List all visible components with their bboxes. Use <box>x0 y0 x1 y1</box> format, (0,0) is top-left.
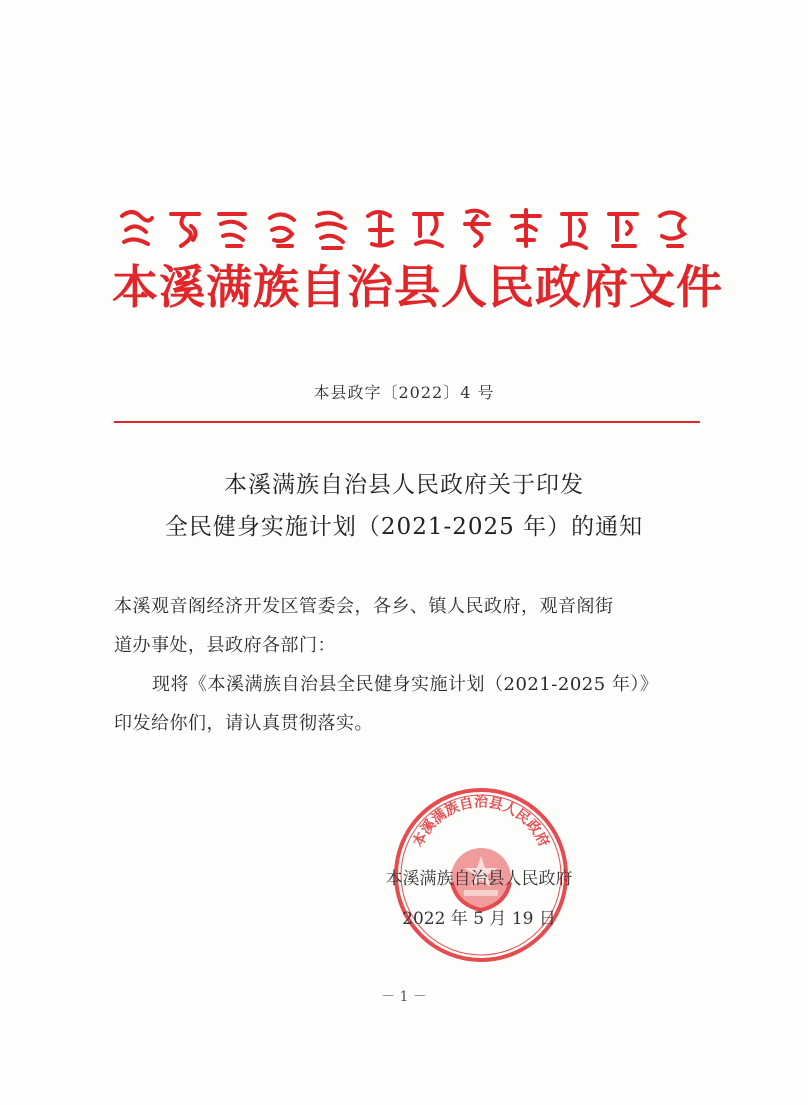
document-header-title: 本溪满族自治县人民政府文件 <box>112 260 723 314</box>
seal-text: 本溪满族自治县人民政府 <box>410 794 552 850</box>
body-line-2: 印发给你们，请认真贯彻落实。 <box>114 713 373 734</box>
issue-date: 2022 年 5 月 19 日 <box>402 909 556 929</box>
document-number: 本县政字〔2022〕4 号 <box>313 383 495 402</box>
manchu-glyph <box>410 206 446 250</box>
notice-title-line-2: 全民健身实施计划（2021-2025 年）的通知 <box>164 514 644 540</box>
manchu-glyph <box>264 206 300 250</box>
page-number: － 1 － <box>381 989 427 1005</box>
red-divider-line <box>114 421 700 423</box>
manchu-glyph <box>654 206 690 250</box>
manchu-glyph <box>508 206 544 250</box>
manchu-glyph <box>556 206 592 250</box>
manchu-glyph <box>118 206 154 250</box>
manchu-glyph <box>459 206 495 250</box>
manchu-glyph <box>215 206 251 250</box>
manchu-glyph <box>362 206 398 250</box>
body-line-1: 现将《本溪满族自治县全民健身实施计划（2021-2025 年）》 <box>152 674 659 695</box>
manchu-glyph <box>167 206 203 250</box>
issuer-signature: 本溪满族自治县人民政府 <box>385 869 573 889</box>
manchu-script-title <box>118 206 690 256</box>
manchu-glyph <box>605 206 641 250</box>
manchu-glyph <box>313 206 349 250</box>
addressee-line-1: 本溪观音阁经济开发区管委会，各乡、镇人民政府，观音阁街 <box>114 596 614 617</box>
notice-title-line-1: 本溪满族自治县人民政府关于印发 <box>224 472 584 498</box>
addressee-line-2: 道办事处，县政府各部门： <box>114 635 336 656</box>
